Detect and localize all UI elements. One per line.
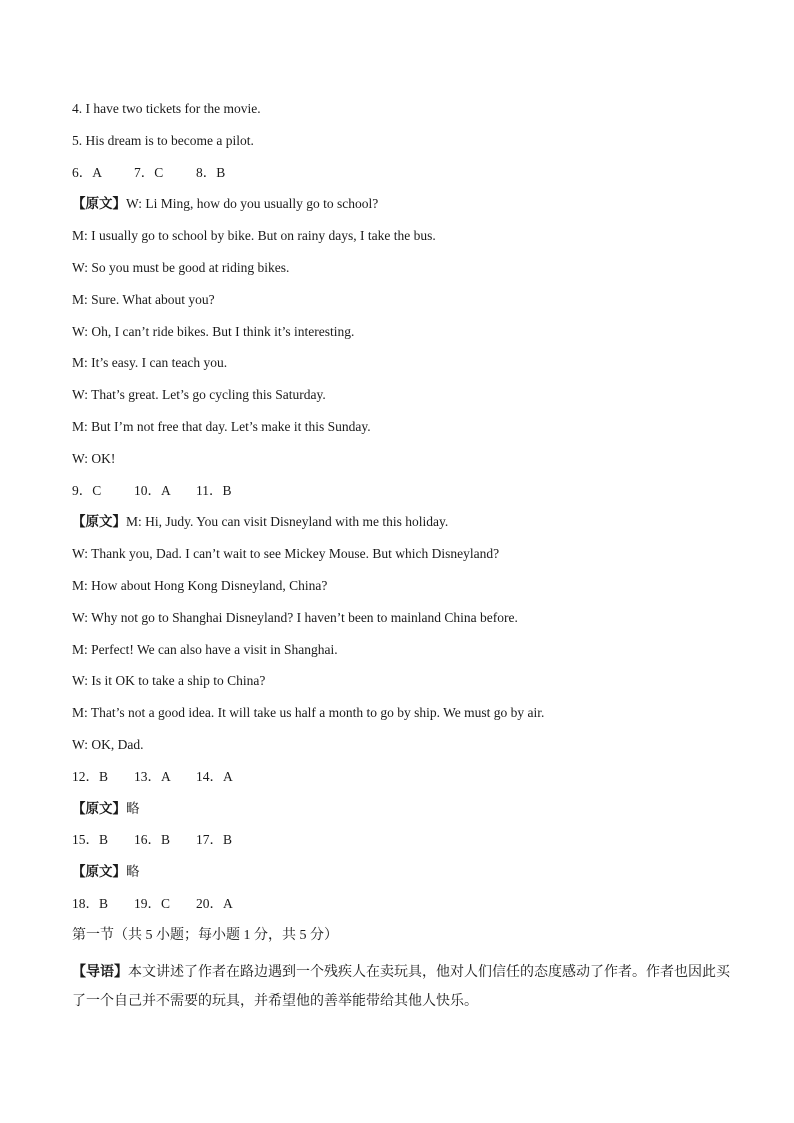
transcript-line: W: So you must be good at riding bikes.	[72, 259, 290, 275]
transcript-line: W: That’s great. Let’s go cycling this Saturday.	[72, 387, 326, 403]
answer-8: 8．B	[196, 164, 226, 180]
answer-20: 20．A	[196, 895, 233, 911]
transcript-line: W: Thank you, Dad. I can’t wait to see Mickey Mouse. But which Disneyland?	[72, 546, 500, 562]
transcript-line: W: OK!	[72, 450, 116, 466]
answer-6: 6．A	[72, 164, 102, 180]
answer-7: 7．C	[134, 164, 164, 180]
omitted-text: 略	[126, 800, 140, 816]
transcript-line	[72, 194, 734, 214]
answer-17: 17．B	[196, 832, 233, 848]
transcript-line: M: How about Hong Kong Disneyland, China?	[72, 577, 328, 593]
answer-row	[72, 830, 734, 850]
transcript-line: M: Perfect! We can also have a visit in Shanghai.	[72, 641, 338, 657]
answer-9: 9．C	[72, 482, 102, 498]
answer-10: 10．A	[134, 482, 171, 498]
yuanwen-tag: 【原文】	[72, 196, 126, 212]
transcript-line	[72, 799, 734, 819]
transcript-line: M: It’s easy. I can teach you.	[72, 355, 228, 371]
answer-row	[72, 894, 734, 914]
transcript-line: M: That’s not a good idea. It will take us half a month to go by ship. We must go by air.	[72, 705, 545, 721]
answer-15: 15．B	[72, 832, 109, 848]
answer-14: 14．A	[196, 768, 233, 784]
answer-13: 13．A	[134, 768, 171, 784]
transcript-line	[72, 862, 734, 882]
transcript-line	[72, 512, 734, 532]
yuanwen-tag: 【原文】	[72, 800, 126, 816]
transcript-line: M: I usually go to school by bike. But on rainy days, I take the bus.	[72, 228, 436, 244]
answer-19: 19．C	[134, 895, 171, 911]
answer-row	[72, 163, 734, 183]
transcript-line: W: Why not go to Shanghai Disneyland? I haven’t been to mainland China before.	[72, 609, 518, 625]
transcript-text: W: Li Ming, how do you usually go to school?	[126, 196, 379, 212]
yuanwen-tag: 【原文】	[72, 514, 126, 530]
answer-row	[72, 767, 734, 787]
sentence-4: 4. I have two tickets for the movie.	[72, 101, 261, 116]
yuanwen-tag: 【原文】	[72, 864, 126, 880]
answer-row	[72, 481, 734, 501]
section-heading: 第一节（共 5 小题；每小题 1 分，共 5 分）	[72, 927, 338, 943]
transcript-line: W: Is it OK to take a ship to China?	[72, 673, 266, 689]
daodu-tag: 【导语】	[72, 964, 128, 980]
transcript-line: M: Sure. What about you?	[72, 291, 215, 307]
transcript-text: M: Hi, Judy. You can visit Disneyland with me this holiday.	[126, 514, 449, 530]
omitted-text: 略	[126, 864, 140, 880]
intro-text: 本文讲述了作者在路边遇到一个残疾人在卖玩具，他对人们信任的态度感动了作者。作者也因此买了一个自己并不需要的玩具，并希望他的善举能带给其他人快乐。	[72, 964, 730, 1009]
answer-11: 11．B	[196, 482, 232, 498]
transcript-line: M: But I’m not free that day. Let’s make it this Sunday.	[72, 418, 371, 434]
intro-paragraph	[72, 958, 732, 1016]
answer-12: 12．B	[72, 768, 109, 784]
transcript-line: W: Oh, I can’t ride bikes. But I think it’s interesting.	[72, 323, 355, 339]
answer-18: 18．B	[72, 895, 109, 911]
sentence-5: 5. His dream is to become a pilot.	[72, 132, 254, 148]
answer-16: 16．B	[134, 832, 171, 848]
transcript-line: W: OK, Dad.	[72, 736, 144, 752]
